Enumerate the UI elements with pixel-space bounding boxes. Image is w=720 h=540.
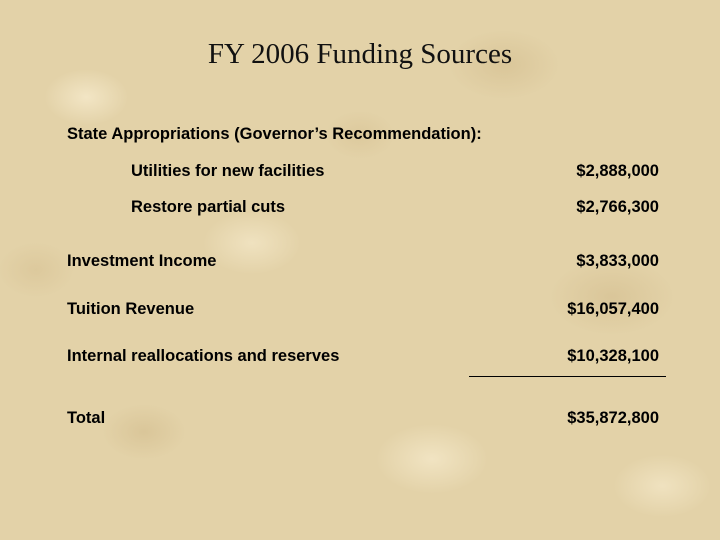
row-label-internal-reallocations: Internal reallocations and reserves [67, 347, 340, 365]
page-title: FY 2006 Funding Sources [207, 38, 513, 70]
row-value-restore-cuts: $2,766,300 [576, 198, 659, 216]
row-label-investment-income: Investment Income [67, 252, 217, 270]
total-divider-line [469, 376, 666, 377]
row-value-total: $35,872,800 [567, 409, 659, 427]
section-heading-state-appropriations: State Appropriations (Governor’s Recommendation): [67, 125, 482, 143]
row-label-total: Total [67, 409, 106, 427]
row-value-utilities: $2,888,000 [576, 162, 659, 180]
row-value-internal-reallocations: $10,328,100 [567, 347, 659, 365]
row-label-restore-cuts: Restore partial cuts [131, 198, 286, 216]
row-value-tuition-revenue: $16,057,400 [567, 300, 659, 318]
row-label-tuition-revenue: Tuition Revenue [67, 300, 195, 318]
row-label-utilities: Utilities for new facilities [131, 162, 325, 180]
row-value-investment-income: $3,833,000 [576, 252, 659, 270]
